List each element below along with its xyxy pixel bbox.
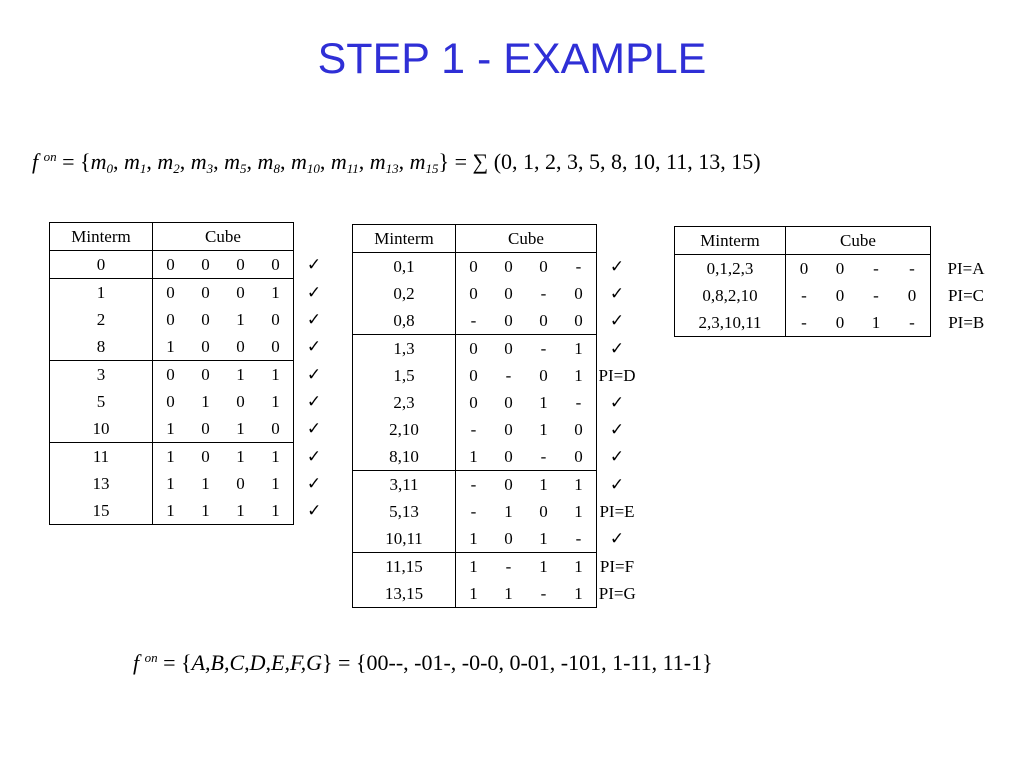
- cube-bit-cell: 1: [539, 529, 548, 548]
- column-header-minterm: Minterm: [50, 223, 153, 251]
- cube-bit-cell: 0: [469, 257, 478, 276]
- prime-implicant-label: PI=E: [599, 502, 635, 521]
- checkmark-icon: ✓: [306, 392, 322, 411]
- minterm-cell: 2,3,10,11: [675, 309, 786, 337]
- minterm-symbol: m: [123, 149, 140, 174]
- cube-bit-cell: 1: [561, 553, 597, 581]
- table-pairs-group: [352, 224, 638, 608]
- table-minterms-group: [49, 222, 335, 525]
- minterm-cell: 8,10: [353, 443, 456, 471]
- prime-implicant-label: PI=A: [947, 258, 985, 278]
- separator: ,: [179, 149, 191, 174]
- cube-bit-cell: 1: [258, 497, 294, 525]
- minterm-symbol: m: [369, 149, 386, 174]
- cube-bit-cell: 0: [258, 333, 294, 361]
- prime-implicant-cubes: } = {00--, -01-, -0-0, 0-01, -101, 1-11, 11-1}: [321, 650, 713, 675]
- cube-bit-cell: 0: [491, 471, 526, 499]
- on-superscript: on: [144, 650, 158, 665]
- minterm-cell: 11: [50, 443, 153, 471]
- cube-bit-cell: 1: [258, 443, 294, 471]
- table-row: [353, 471, 638, 499]
- column-header-minterm: Minterm: [675, 227, 786, 255]
- cube-bit-cell: 0: [469, 366, 478, 385]
- cube-bit-cell: 1: [223, 443, 258, 471]
- table-row: [50, 279, 335, 307]
- prime-implicant-label: PI=C: [947, 286, 985, 305]
- table-row: [50, 388, 335, 415]
- cube-bit-cell: 0: [153, 361, 189, 389]
- minterm-cell: 2: [50, 306, 153, 333]
- minterm-cell: 10: [50, 415, 153, 443]
- cube-bit-cell: 0: [469, 284, 478, 303]
- minterm-index: 15: [425, 161, 439, 176]
- table-row: [50, 415, 335, 443]
- cube-bit-cell: 1: [526, 471, 561, 499]
- minterm-cell: 1,5: [353, 362, 456, 389]
- cube-bit-cell: 1: [236, 310, 245, 329]
- cube-bit-cell: 0: [822, 309, 858, 337]
- column-header-mark: [294, 223, 335, 251]
- column-header-minterm: Minterm: [353, 225, 456, 253]
- prime-implicant-label: PI=F: [599, 556, 635, 576]
- minterm-symbol: m: [90, 149, 107, 174]
- cube-bit-cell: 0: [561, 443, 597, 471]
- cube-bit-cell: 1: [258, 279, 294, 307]
- cube-bit-cell: 1: [539, 420, 548, 439]
- cube-bit-cell: 0: [539, 257, 548, 276]
- minterm-index: 1: [139, 161, 147, 176]
- minterm-symbol: m: [224, 149, 241, 174]
- column-header-cube: Cube: [456, 225, 597, 253]
- cube-bit-cell: 0: [799, 259, 809, 278]
- cube-bit-cell: 1: [469, 529, 478, 548]
- equals-open-brace: = {: [163, 650, 192, 675]
- table-row: [353, 307, 638, 335]
- minterm-cell: 0: [50, 251, 153, 279]
- cube-bit-cell: -: [491, 553, 526, 581]
- cube-bit-cell: 0: [258, 306, 294, 333]
- slide-title: STEP 1 - EXAMPLE: [317, 35, 707, 83]
- table-row: [353, 389, 638, 416]
- checkmark-icon: ✓: [306, 446, 322, 466]
- minterm-index: 11: [346, 161, 359, 176]
- cube-bit-cell: -: [894, 309, 931, 337]
- cube-bit-cell: 0: [539, 311, 548, 330]
- cube-bit-cell: 1: [166, 474, 175, 493]
- cube-bit-cell: 1: [539, 393, 548, 412]
- cube-bit-cell: 0: [153, 279, 189, 307]
- minterm-cell: 0,8,2,10: [675, 282, 786, 309]
- prime-implicant-label: PI=G: [598, 584, 636, 604]
- minterm-index: 3: [206, 161, 214, 176]
- table-row: [353, 280, 638, 307]
- minterm-cell: 0,8: [353, 307, 456, 335]
- cube-bit-cell: -: [873, 286, 879, 305]
- cube-bit-cell: 0: [236, 474, 245, 493]
- column-header-cube: Cube: [786, 227, 931, 255]
- table-row: [675, 282, 1002, 309]
- cube-bit-cell: 1: [223, 497, 258, 525]
- separator: ,: [319, 149, 331, 174]
- cube-bit-cell: 1: [201, 392, 210, 411]
- prime-implicant-names: A,B,C,D,E,F,G: [191, 650, 322, 675]
- cube-bit-cell: 0: [166, 255, 175, 274]
- minterm-index: 5: [240, 161, 247, 176]
- table-row: [353, 580, 638, 608]
- minterm-number-list: (0, 1, 2, 3, 5, 8, 10, 11, 13, 15): [488, 149, 761, 174]
- cube-bit-cell: 1: [561, 498, 597, 525]
- prime-implicant-label: PI=B: [948, 313, 985, 333]
- cube-bit-cell: -: [561, 525, 597, 553]
- column-header-cube: Cube: [153, 223, 294, 251]
- checkmark-icon: ✓: [306, 337, 322, 357]
- cube-bit-cell: 0: [835, 286, 845, 305]
- cube-bit-cell: -: [561, 253, 597, 281]
- minterm-cell: 15: [50, 497, 153, 525]
- cube-bit-cell: -: [540, 447, 547, 466]
- cube-bit-cell: -: [505, 366, 512, 385]
- cube-bit-cell: 1: [456, 553, 492, 581]
- table-row: [353, 443, 638, 471]
- separator: ,: [213, 149, 225, 174]
- checkmark-icon: ✓: [609, 256, 625, 276]
- cube-bit-cell: 0: [504, 529, 513, 548]
- minterm-cell: 0,1: [353, 253, 456, 281]
- minterm-symbol: m: [330, 149, 347, 174]
- minterm-symbol: m: [257, 149, 274, 174]
- cube-bit-cell: 1: [223, 361, 258, 389]
- table-row: [50, 443, 335, 471]
- cube-bit-cell: 0: [166, 392, 175, 411]
- cube-bit-cell: -: [561, 389, 597, 416]
- cube-bit-cell: -: [470, 420, 477, 439]
- minterm-index: 2: [173, 161, 180, 176]
- table-row: [675, 309, 1002, 337]
- cube-bit-cell: 1: [561, 335, 597, 363]
- checkmark-icon: ✓: [306, 310, 322, 329]
- cube-bit-cell: 0: [201, 310, 210, 329]
- sigma-symbol: ∑: [472, 149, 489, 174]
- minterm-cell: 2,10: [353, 416, 456, 443]
- equals-open-brace: = {: [62, 149, 91, 174]
- minterm-index: 10: [306, 161, 320, 176]
- table-row: [50, 333, 335, 361]
- cube-bit-cell: 1: [491, 580, 526, 608]
- cube-bit-cell: -: [526, 580, 561, 608]
- separator: ,: [146, 149, 158, 174]
- cube-bit-cell: 0: [258, 415, 294, 443]
- f-symbol: f: [133, 650, 140, 675]
- cube-bit-cell: 0: [236, 392, 245, 411]
- cube-bit-cell: 0: [561, 307, 597, 335]
- cube-bit-cell: 1: [166, 419, 175, 438]
- cube-bit-cell: 0: [188, 443, 223, 471]
- table-quads-group: [674, 226, 1002, 337]
- cube-bit-cell: 0: [456, 335, 492, 363]
- cube-bit-cell: 0: [469, 393, 478, 412]
- cube-bit-cell: 0: [561, 416, 597, 443]
- minterm-index: 13: [385, 161, 399, 176]
- cube-bit-cell: -: [894, 255, 931, 283]
- minterm-cell: 11,15: [353, 553, 456, 581]
- cube-bit-cell: 1: [561, 471, 597, 499]
- separator: ,: [112, 149, 124, 174]
- checkmark-icon: ✓: [306, 474, 322, 493]
- cube-bit-cell: 1: [258, 388, 294, 415]
- minterm-cell: 1: [50, 279, 153, 307]
- cube-bit-cell: 0: [236, 255, 245, 274]
- minterm-index: 0: [106, 161, 113, 176]
- table-row: [353, 498, 638, 525]
- cube-bit-cell: 0: [188, 361, 223, 389]
- checkmark-icon: ✓: [306, 364, 322, 384]
- cube-bit-cell: 0: [236, 337, 245, 356]
- separator: ,: [398, 149, 410, 174]
- cube-bit-cell: 0: [504, 257, 513, 276]
- cube-bit-cell: 1: [201, 474, 210, 493]
- cube-bit-cell: -: [526, 335, 561, 363]
- cube-bit-cell: 0: [504, 447, 513, 466]
- minterm-cell: 13,15: [353, 580, 456, 608]
- cube-bit-cell: 0: [835, 259, 845, 278]
- cube-bit-cell: 1: [153, 497, 189, 525]
- cube-bit-cell: 0: [201, 255, 210, 274]
- cube-bit-cell: 1: [858, 309, 894, 337]
- table-row: [50, 306, 335, 333]
- minterm-cell: 1,3: [353, 335, 456, 363]
- table-row: [675, 255, 1002, 283]
- close-brace-equals: } =: [438, 149, 473, 174]
- checkmark-icon: ✓: [609, 393, 625, 412]
- table-row: [50, 251, 335, 279]
- minterm-cell: 0,2: [353, 280, 456, 307]
- minterm-list: [91, 149, 439, 174]
- checkmark-icon: ✓: [609, 338, 625, 358]
- minterm-cell: 3,11: [353, 471, 456, 499]
- checkmark-icon: ✓: [306, 282, 322, 302]
- minterm-cell: 10,11: [353, 525, 456, 553]
- cube-bit-cell: 1: [526, 553, 561, 581]
- table-row: [353, 553, 638, 581]
- table-row: [50, 470, 335, 497]
- checkmark-icon: ✓: [306, 255, 322, 274]
- cube-bit-cell: -: [873, 259, 879, 278]
- cube-bit-cell: 0: [504, 284, 513, 303]
- cube-bit-cell: 0: [539, 502, 548, 521]
- cube-bit-cell: 1: [166, 337, 175, 356]
- separator: ,: [279, 149, 291, 174]
- cube-bit-cell: -: [540, 284, 547, 303]
- cube-bit-cell: 0: [894, 282, 931, 309]
- cube-bit-cell: 0: [188, 279, 223, 307]
- minterm-cell: 5: [50, 388, 153, 415]
- cube-bit-cell: 1: [469, 447, 478, 466]
- minterm-symbol: m: [290, 149, 307, 174]
- cube-bit-cell: 1: [561, 362, 597, 389]
- column-header-mark: [597, 225, 638, 253]
- cube-bit-cell: -: [456, 471, 492, 499]
- cube-bit-cell: -: [801, 286, 807, 305]
- minterm-symbol: m: [157, 149, 174, 174]
- cube-bit-cell: -: [786, 309, 823, 337]
- separator: ,: [246, 149, 258, 174]
- cube-bit-cell: 0: [504, 393, 513, 412]
- cube-bit-cell: 1: [258, 361, 294, 389]
- table-row: [50, 361, 335, 389]
- cube-bit-cell: 1: [504, 502, 513, 521]
- checkmark-icon: ✓: [306, 419, 322, 439]
- cube-bit-cell: 0: [491, 335, 526, 363]
- checkmark-icon: ✓: [609, 284, 625, 303]
- cube-bit-cell: 1: [236, 419, 245, 438]
- cube-bit-cell: 0: [223, 279, 258, 307]
- table-row: [353, 335, 638, 363]
- separator: ,: [358, 149, 370, 174]
- cube-bit-cell: 0: [258, 251, 294, 279]
- prime-implicant-formula: [133, 651, 713, 674]
- minterm-cell: 0,1,2,3: [675, 255, 786, 283]
- minterm-index: 8: [273, 161, 280, 176]
- cube-bit-cell: 0: [166, 310, 175, 329]
- checkmark-icon: ✓: [609, 311, 625, 331]
- cube-bit-cell: 0: [201, 337, 210, 356]
- cube-bit-cell: 0: [504, 420, 513, 439]
- table-row: [353, 253, 638, 281]
- checkmark-icon: ✓: [609, 420, 625, 439]
- cube-bit-cell: -: [470, 502, 477, 521]
- checkmark-icon: ✓: [609, 447, 625, 467]
- minterm-cell: 8: [50, 333, 153, 361]
- cube-bit-cell: 0: [504, 311, 513, 330]
- minterm-symbol: m: [190, 149, 207, 174]
- minterm-cell: 3: [50, 361, 153, 389]
- cube-bit-cell: 0: [539, 366, 548, 385]
- column-header-mark: [931, 227, 1002, 255]
- checkmark-icon: ✓: [609, 529, 625, 549]
- cube-bit-cell: 0: [561, 280, 597, 307]
- cube-bit-cell: 1: [456, 580, 492, 608]
- on-set-formula: [32, 150, 761, 175]
- cube-bit-cell: 1: [561, 580, 597, 608]
- table-row: [353, 362, 638, 389]
- table-row: [353, 525, 638, 553]
- f-symbol: f: [32, 149, 39, 174]
- on-superscript: on: [43, 149, 57, 164]
- checkmark-icon: ✓: [609, 474, 625, 494]
- cube-bit-cell: 1: [153, 443, 189, 471]
- table-row: [353, 416, 638, 443]
- minterm-cell: 2,3: [353, 389, 456, 416]
- cube-bit-cell: -: [470, 311, 477, 330]
- minterm-cell: 13: [50, 470, 153, 497]
- cube-bit-cell: 1: [258, 470, 294, 497]
- minterm-symbol: m: [409, 149, 426, 174]
- table-row: [50, 497, 335, 525]
- prime-implicant-label: PI=D: [598, 366, 636, 385]
- minterm-cell: 5,13: [353, 498, 456, 525]
- checkmark-icon: ✓: [307, 501, 322, 521]
- cube-bit-cell: 1: [188, 497, 223, 525]
- cube-bit-cell: 0: [201, 419, 210, 438]
